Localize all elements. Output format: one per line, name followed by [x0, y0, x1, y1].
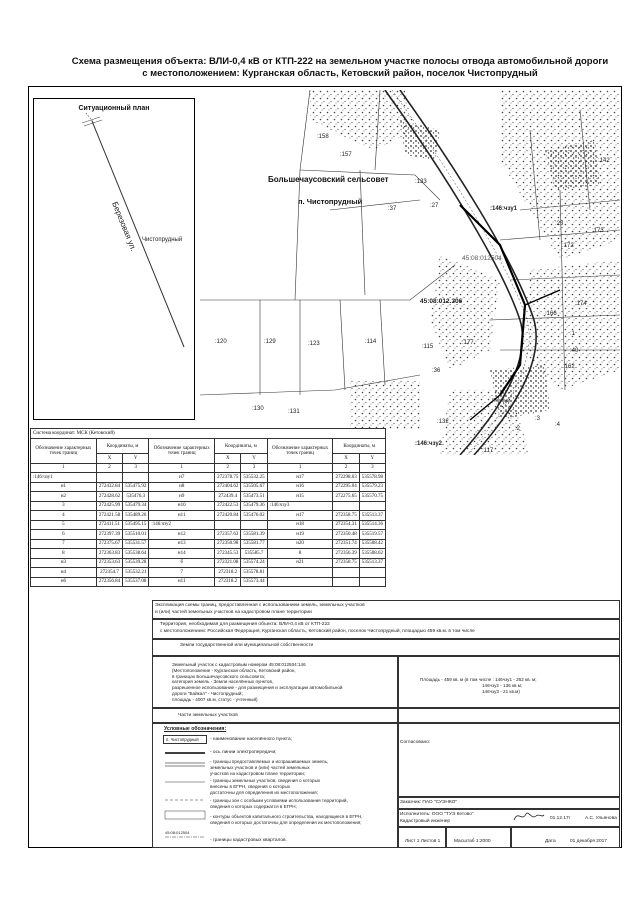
table-cell: 535570.75 — [359, 492, 385, 502]
table-cell — [359, 577, 385, 587]
territory-line-2: с местоположением: Российская Федерация, Курганская область, Кетовский район, поселок Чистопрудный, площадью 459 кв.м. в том числе — [160, 629, 475, 634]
divider — [152, 722, 620, 724]
parcel-label: :166 — [545, 311, 557, 317]
table-cell: 272351.74 — [333, 539, 359, 549]
table-cell: 272321.08 — [215, 558, 241, 568]
table-cell: 272275.65 — [333, 492, 359, 502]
parcel-label: :130 — [252, 406, 264, 412]
table-cell: 535514.36 — [359, 520, 385, 530]
explication-line-1: Экспликация схемы границ, предоставленная с использованием земель, земельных участков — [155, 603, 365, 608]
table-cell: 535579.23 — [359, 482, 385, 492]
divider — [397, 826, 620, 828]
column-number: 2 — [333, 463, 359, 473]
table-cell: н18 — [267, 520, 333, 530]
table-cell: 272428.62 — [96, 492, 122, 502]
table-cell — [267, 568, 333, 578]
table-cell: н1 — [31, 482, 97, 492]
situation-place-label: Чистопрудный — [142, 237, 183, 243]
table-cell: 535578.81 — [241, 568, 267, 578]
table-cell: 535476.3 — [123, 492, 149, 502]
customer-label: Заказчик: ПАО "СУЭНКО" — [400, 800, 458, 805]
parcel-line: разрешенное использование - для размещения и эксплуатации автомобильной — [172, 685, 343, 691]
date-value: 01 декабря 2017 — [570, 839, 607, 844]
column-number: 1 — [31, 463, 97, 473]
parcel-label: :120 — [215, 339, 227, 345]
parcel-label: :40 — [570, 348, 579, 354]
legend-item-group — [210, 778, 320, 795]
table-cell: 6 — [31, 530, 97, 540]
parcel-line: Земельный участок с кадастровым номером 45:08:012504:146 — [172, 662, 306, 667]
table-cell — [359, 568, 385, 578]
divider — [445, 826, 447, 848]
table-cell: 4 — [31, 511, 97, 521]
table-row — [31, 577, 386, 587]
column-number: 1 — [149, 463, 215, 473]
table-row — [31, 511, 386, 521]
territory-line-1: Территория, необходимая для размещения объекта: ВЛИ-0,4 кВ от КТП-222 — [160, 622, 330, 627]
legend-item: участков на кадастровом плане территории; — [210, 770, 306, 776]
table-cell: н11 — [149, 511, 215, 521]
table-cell: н7 — [149, 473, 215, 483]
legend-item: - наименование населённого пункта; — [210, 737, 292, 742]
side-label: Ячмень — [492, 398, 510, 404]
table-cell: н21 — [267, 558, 333, 568]
legend-item: сведения о которых содержатся в ЕГРН; — [210, 803, 297, 809]
agreed-label: Согласовано: — [400, 740, 431, 745]
sheet-label: Лист 1 Листов 1 — [405, 839, 441, 844]
divider — [152, 638, 620, 640]
table-cell: н6 — [31, 577, 97, 587]
table-cell: 272378.75 — [215, 473, 241, 483]
parcel-label: :131 — [288, 409, 300, 415]
table-cell: 535473.51 — [241, 492, 267, 502]
area-line: 146чзу3 - 21 кв.м) — [482, 688, 520, 694]
parcel-label: :142 — [598, 158, 610, 164]
table-cell: 272404.62 — [215, 482, 241, 492]
table-cell: 272353.63 — [96, 558, 122, 568]
table-cell: 272318.2 — [215, 568, 241, 578]
table-cell: 535475.92 — [123, 482, 149, 492]
area-line: 146чзу2 - 136 кв.м; — [482, 682, 523, 688]
coordinates-table — [30, 428, 386, 587]
table-cell: н3 — [31, 558, 97, 568]
table-cell: 272356.84 — [96, 577, 122, 587]
executor-label: Исполнитель: ООО "ТУЭ Кетово" — [400, 812, 474, 817]
date-label: Дата — [545, 839, 556, 844]
column-number: 3 — [241, 463, 267, 473]
situation-plan — [33, 98, 195, 420]
village-label: п. Чистопрудный — [298, 197, 363, 206]
parcel-label: :4 — [555, 422, 561, 428]
table-cell: н12 — [149, 530, 215, 540]
table-cell: 535581.77 — [241, 539, 267, 549]
parcel-label: :146:чзу1 — [490, 206, 517, 212]
table-cell: 535510.01 — [123, 530, 149, 540]
table-cell: н15 — [267, 492, 333, 502]
parcel-label: :132 — [437, 419, 449, 425]
table-row — [31, 473, 386, 483]
table-cell: б — [149, 558, 215, 568]
table-cell: 535479.34 — [123, 501, 149, 511]
table-cell: 535513.37 — [359, 558, 385, 568]
table-cell: 272432.84 — [96, 482, 122, 492]
divider — [397, 808, 620, 810]
table-cell: 272350.98 — [215, 539, 241, 549]
table-cell: 272425.99 — [96, 501, 122, 511]
table-cell: 272397.39 — [96, 530, 122, 540]
table-cell: :146:чзу1 — [31, 473, 97, 483]
legend-heading: Условные обозначения: — [164, 726, 227, 732]
signature — [512, 808, 546, 824]
signer-name: А.С. Ульянова — [585, 816, 617, 821]
parcel-line: дороги "Байкал" - Чистопрудный; — [172, 690, 243, 696]
column-number: 2 — [96, 463, 122, 473]
table-cell: 535573.44 — [241, 577, 267, 587]
legend-item: - границы зон с особыми условиями использования территорий, — [210, 798, 348, 803]
council-label: Большечаусовский сельсовет — [268, 175, 389, 184]
table-cell: 272354.7 — [96, 568, 122, 578]
table-cell: н20 — [267, 539, 333, 549]
table-cell: 272357.63 — [215, 530, 241, 540]
legend-item: - ось линии электропередачи; — [210, 750, 277, 755]
parcel-description — [172, 662, 343, 703]
parcel-label: :115 — [422, 344, 434, 350]
table-cell: 535578.98 — [359, 473, 385, 483]
parcel-label: :123 — [308, 341, 320, 347]
table-cell: 535537.08 — [123, 577, 149, 587]
area-summary — [420, 677, 537, 694]
title-line-2: с местоположением: Курганская область, Кетовский район, поселок Чистопрудный — [142, 68, 538, 79]
parcel-label: :1 — [570, 331, 576, 337]
table-cell: н16 — [267, 482, 333, 492]
header-point: Обозначение характерных точек границ — [149, 439, 215, 464]
table-cell: 272298.63 — [333, 473, 359, 483]
header-point: Обозначение характерных точек границ — [267, 439, 333, 464]
parcel-label: :174 — [575, 301, 587, 307]
table-row — [31, 558, 386, 568]
table-cell: 3 — [31, 501, 97, 511]
table-cell: 535513.37 — [359, 511, 385, 521]
table-cell: 272295.04 — [333, 482, 359, 492]
parcel-label: :23 — [555, 221, 564, 227]
table-cell: 535538.64 — [123, 549, 149, 559]
table-cell: 272375.67 — [96, 539, 122, 549]
parcel-line: категория земель - Земли населённых пунктов, — [172, 679, 274, 685]
situation-plan-map — [34, 99, 194, 419]
table-cell — [215, 520, 241, 530]
engineer-label: Кадастровый инженер — [400, 819, 451, 824]
table-cell: 535532.25 — [241, 473, 267, 483]
divider — [397, 796, 620, 798]
table-cell: н8 — [149, 482, 215, 492]
table-cell: 535479.36 — [241, 501, 267, 511]
table-cell: 272358.75 — [333, 511, 359, 521]
parcel-label: :158 — [317, 134, 329, 140]
table-cell: 8 — [31, 549, 97, 559]
table-row — [31, 501, 386, 511]
legend-item-group — [210, 759, 328, 776]
table-row — [31, 520, 386, 530]
table-cell: 7 — [31, 539, 97, 549]
table-cell: н2 — [31, 492, 97, 502]
table-cell: 8 — [267, 549, 333, 559]
column-number: 3 — [123, 463, 149, 473]
header-x: X — [96, 454, 122, 464]
divider — [510, 826, 512, 848]
table-row — [31, 492, 386, 502]
legend-item: - границы предоставляемых и испрашиваемых земель, — [210, 759, 329, 764]
table-cell: 535531.57 — [123, 539, 149, 549]
signature-date: 01.12.17г — [550, 816, 571, 821]
parcel-label: :36 — [432, 368, 441, 374]
header-x: X — [333, 454, 359, 464]
table-cell: н17 — [267, 473, 333, 483]
table-row — [31, 568, 386, 578]
table-cell: 272439.4 — [215, 492, 241, 502]
parcel-label: :133 — [415, 179, 427, 185]
column-number: 2 — [215, 463, 241, 473]
table-cell: 272411.51 — [96, 520, 122, 530]
table-cell: 535476.02 — [241, 511, 267, 521]
table-cell: н11 — [149, 577, 215, 587]
column-number: 1 — [267, 463, 333, 473]
parcel-label: :3 — [535, 416, 541, 422]
parcel-label: :37 — [388, 206, 397, 212]
legend-item: внесены в ЕГРН, сведения о которых — [210, 783, 291, 789]
table-cell: 272421.58 — [96, 511, 122, 521]
table-cell: н17 — [267, 511, 333, 521]
parcel-label: :172 — [562, 243, 574, 249]
table-cell: 272422.53 — [215, 501, 241, 511]
table-cell: 535581.39 — [241, 530, 267, 540]
table-cell: 272350.48 — [333, 530, 359, 540]
legend-item: - границы кадастровых кварталов. — [210, 838, 287, 843]
parcel-line: в границах Большечаусовского сельсовета; — [172, 673, 266, 679]
table-cell: 535532.21 — [123, 568, 149, 578]
divider — [152, 618, 620, 620]
parcel-label: :117 — [482, 448, 494, 454]
header-coords: Координаты, м — [215, 439, 268, 454]
table-cell — [333, 577, 359, 587]
table-row — [31, 549, 386, 559]
situation-plan-caption: Ситуационный план — [78, 105, 150, 112]
table-cell: 535505.67 — [241, 482, 267, 492]
table-cell: 5 — [31, 520, 97, 530]
parcel-label: :129 — [264, 339, 276, 345]
parcel-label: :177 — [462, 340, 474, 346]
parcel-label: :2 — [515, 426, 521, 432]
parcel-label: :157 — [340, 152, 352, 158]
table-cell: н9 — [149, 492, 215, 502]
table-cell: 272345.53 — [215, 549, 241, 559]
legend-item-group — [210, 814, 363, 826]
table-cell — [96, 473, 122, 483]
header-point: Обозначение характерных точек границ — [31, 439, 97, 464]
column-number: 3 — [359, 463, 385, 473]
table-cell: 7 — [149, 568, 215, 578]
table-row — [31, 539, 386, 549]
parcel-label: :146:чзу2 — [415, 441, 442, 447]
document-title — [60, 56, 620, 80]
divider — [152, 707, 620, 709]
coordinate-system-caption: Система координат: МСК (Кетовский) — [31, 429, 386, 439]
table-cell: 272358.75 — [333, 558, 359, 568]
table-cell: :146:чзу3 — [267, 501, 333, 511]
cadastral-map — [200, 90, 620, 455]
table-cell: 535585.7 — [241, 549, 267, 559]
table-cell: 272318.2 — [215, 577, 241, 587]
quarter-label: 45:08:012504 — [462, 255, 502, 262]
table-cell: 535508.42 — [359, 539, 385, 549]
table-cell: 272356.39 — [333, 549, 359, 559]
area-line: Площадь - 459 кв. м (в том числе : 146чзу1 - 262 кв. м; — [420, 677, 537, 682]
legend-item: - границы земельных участков, сведения о которых — [210, 778, 321, 783]
table-cell — [267, 577, 333, 587]
table-cell: 535489.26 — [123, 511, 149, 521]
scale-label: Масштаб 1:2000 — [454, 839, 491, 844]
quarter-label: 45:08:012.306 — [420, 298, 463, 305]
situation-road-label: Березовая ул. — [110, 200, 139, 253]
header-y: Y — [241, 454, 267, 464]
title-line-1: Схема размещения объекта: ВЛИ-0,4 кВ от КТП-222 на земельном участке полосы отвода автомобильной дороги — [71, 56, 609, 67]
table-cell: 535574.24 — [241, 558, 267, 568]
parcel-label: :173 — [592, 228, 604, 234]
table-cell — [123, 473, 149, 483]
table-cell — [333, 568, 359, 578]
header-x: X — [215, 454, 241, 464]
private-parts-label: Части земельных участков — [178, 713, 238, 718]
header-y: Y — [123, 454, 149, 464]
parcel-label: :27 — [430, 203, 439, 209]
table-cell: н13 — [149, 539, 215, 549]
legend-item-group — [210, 798, 348, 810]
table-cell: :146:чзу2 — [149, 520, 215, 530]
table-cell: 272363.83 — [96, 549, 122, 559]
header-y: Y — [359, 454, 385, 464]
legend-item: достаточны для определения их местоположения; — [210, 789, 318, 795]
table-cell: 272420.84 — [215, 511, 241, 521]
header-coords: Координаты, м — [96, 439, 149, 454]
table-cell: н4 — [31, 568, 97, 578]
table-cell: н14 — [149, 549, 215, 559]
table-row — [31, 482, 386, 492]
header-coords: Координаты, м — [333, 439, 386, 454]
state-land-label: Земли государственной или муниципальной собственности — [180, 643, 314, 648]
table-cell — [241, 520, 267, 530]
legend-item: сведения о которых достаточны для определения их местоположения; — [210, 819, 362, 825]
explication-line-2: и (или) частей земельных участков на кадастровом плане территории — [155, 610, 312, 615]
parcel-line: площадь - 4007 кв.м, статус - учтенный) — [172, 696, 258, 702]
table-cell: 535508.62 — [359, 549, 385, 559]
parcel-line: (Местоположение - Курганская область, Кетовский район, — [172, 667, 296, 673]
parcel-label: :114 — [365, 339, 377, 345]
table-cell: 535495.15 — [123, 520, 149, 530]
table-row — [31, 530, 386, 540]
legend-item: земельных участков и (или) частей земельных — [210, 764, 310, 770]
table-cell: 535519.57 — [359, 530, 385, 540]
legend-quarter-sample: 45:08:012504 — [165, 830, 190, 835]
table-cell — [333, 501, 359, 511]
legend-item: - контуры объектов капитального строительства, находящиеся в ЕГРН, — [210, 814, 363, 819]
table-cell: н19 — [267, 530, 333, 540]
table-cell: 535539.28 — [123, 558, 149, 568]
parcel-label: :162 — [563, 364, 575, 370]
table-cell: 272354.31 — [333, 520, 359, 530]
divider — [152, 655, 620, 657]
divider — [397, 655, 399, 848]
table-cell: н10 — [149, 501, 215, 511]
legend-sample-name: п. Чистопрудный — [166, 737, 199, 742]
table-cell — [359, 501, 385, 511]
